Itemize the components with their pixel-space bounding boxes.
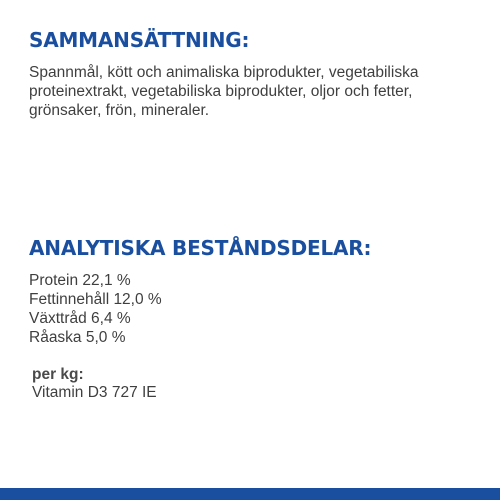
analytic-item-ash: Råaska 5,0 % [29, 329, 126, 346]
composition-text: Spannmål, kött och animaliska biprodukter, vegetabiliska proteinextrakt, vegetabiliska biprodukter, oljor och fetter, grönsaker, frön, mineraler. [29, 64, 419, 119]
composition-heading: SAMMANSÄTTNING: [29, 28, 250, 52]
per-kg-value: Vitamin D3 727 IE [32, 384, 157, 401]
analytic-item-protein: Protein 22,1 % [29, 272, 131, 289]
analytic-item-fibre: Växttråd 6,4 % [29, 310, 131, 327]
analytic-item-fat: Fettinnehåll 12,0 % [29, 291, 162, 308]
analytic-constituents-list [29, 271, 162, 347]
analytic-constituents-heading: ANALYTISKA BESTÅNDSDELAR: [29, 236, 372, 260]
per-kg-label: per kg: [32, 366, 84, 383]
bottom-accent-bar [0, 488, 500, 500]
